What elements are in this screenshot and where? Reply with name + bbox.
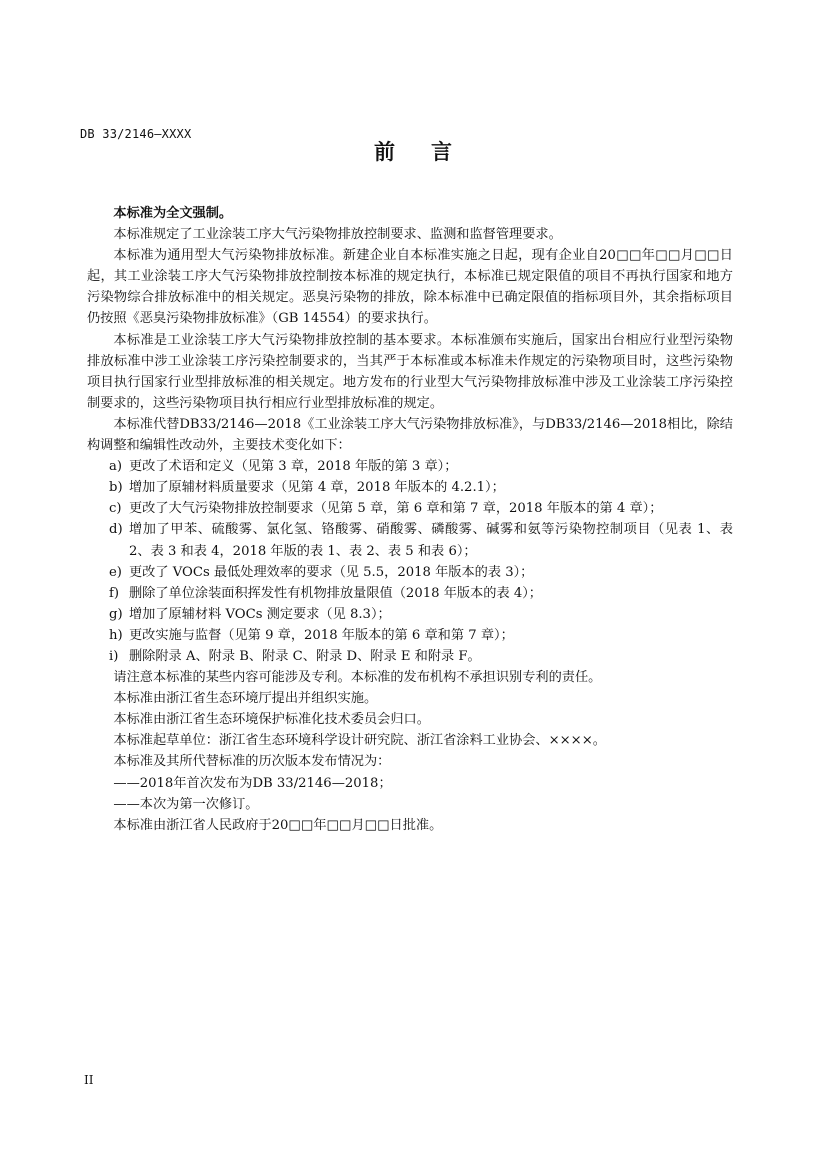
list-marker: g) bbox=[109, 606, 123, 622]
list-item-text: 更改了术语和定义（见第 3 章，2018 年版的第 3 章）； bbox=[129, 459, 458, 475]
list-item-text: 删除了单位涂装面积挥发性有机物排放量限值（2018 年版本的表 4）； bbox=[129, 585, 542, 601]
list-item bbox=[87, 604, 733, 625]
list-item-text: 增加了原辅材料质量要求（见第 4 章，2018 年版本的 4.2.1）； bbox=[129, 480, 505, 496]
list-item bbox=[87, 477, 733, 498]
proposer-statement: 本标准由浙江省生态环境厅提出并组织实施。 bbox=[113, 691, 378, 707]
list-item-text: 增加了原辅材料 VOCs 测定要求（见 8.3）； bbox=[129, 606, 391, 622]
drafting-units: 本标准起草单位：浙江省生态环境科学设计研究院、浙江省涂料工业协会、××××。 bbox=[113, 733, 606, 749]
paragraph-scope: 本标准规定了工业涂装工序大气污染物排放控制要求、监测和监督管理要求。 bbox=[113, 227, 562, 243]
version-history-item: ——2018年首次发布为DB 33/2146—2018； bbox=[113, 775, 392, 791]
version-history-item: ——本次为第一次修订。 bbox=[113, 796, 259, 812]
title-char-2: 言 bbox=[431, 139, 452, 164]
technical-changes-list bbox=[87, 456, 733, 667]
paragraph-basic-requirement: 本标准是工业涂装工序大气污染物排放控制的基本要求。本标准颁布实施后，国家出台相应行业型污染物排放标准中涉工业涂装工序污染控制要求的，当其严于本标准或本标准未作规定的污染物项目时，这些污染物项目执行国家行业型排放标准的相关规定。地方发布的行业型大气污染物排放标准中涉及工业涂装工序污染控制要求的，这些污染物项目执行相应行业型排放标准的规定。 bbox=[87, 332, 733, 411]
list-marker: i) bbox=[109, 648, 119, 664]
list-item bbox=[87, 562, 733, 583]
list-item-text: 更改了大气污染物排放控制要求（见第 5 章，第 6 章和第 7 章，2018 年版本的第 4 章）； bbox=[129, 501, 663, 517]
mandatory-statement: 本标准为全文强制。 bbox=[113, 206, 233, 221]
list-item-text: 增加了甲苯、硫酸雾、氯化氢、铬酸雾、硝酸雾、磷酸雾、碱雾和氨等污染物控制项目（见表 1、表 2、表 3 和表 4，2018 年版的表 1、表 2、表 5 和表 6）； bbox=[129, 522, 733, 559]
version-history-intro: 本标准及其所代替标准的历次版本发布情况为： bbox=[113, 754, 391, 770]
list-marker: e) bbox=[109, 564, 122, 580]
page-number: II bbox=[84, 1073, 94, 1087]
list-item bbox=[87, 519, 733, 561]
title-char-1: 前 bbox=[374, 139, 395, 164]
list-item bbox=[87, 646, 733, 667]
list-marker: f) bbox=[109, 585, 120, 601]
list-item bbox=[87, 583, 733, 604]
list-item-text: 删除附录 A、附录 B、附录 C、附录 D、附录 E 和附录 F。 bbox=[129, 648, 481, 664]
list-marker: h) bbox=[109, 627, 123, 643]
list-marker: b) bbox=[109, 480, 123, 496]
page-title bbox=[0, 136, 826, 166]
paragraph-applicability: 本标准为通用型大气污染物排放标准。新建企业自本标准实施之日起，现有企业自20□□年□□月□□日起，其工业涂装工序大气污染物排放控制按本标准的规定执行，本标准已规定限值的项目不再执行国家和地方污染物综合排放标准中的相关规定。恶臭污染物的排放，除本标准中已确定限值的指标项目外，其余指标项目仍按照《恶臭污染物排放标准》（GB 14554）的要求执行。 bbox=[87, 248, 733, 327]
paragraph-replacement: 本标准代替DB33/2146—2018《工业涂装工序大气污染物排放标准》，与DB33/2146—2018相比，除结构调整和编辑性改动外，主要技术变化如下： bbox=[87, 416, 733, 454]
patent-notice: 请注意本标准的某些内容可能涉及专利。本标准的发布机构不承担识别专利的责任。 bbox=[113, 670, 602, 686]
document-code: DB 33/2146—XXXX bbox=[80, 127, 192, 141]
approval-statement: 本标准由浙江省人民政府于20□□年□□月□□日批准。 bbox=[113, 817, 443, 833]
list-marker: a) bbox=[109, 459, 123, 475]
list-item bbox=[87, 456, 733, 477]
list-item bbox=[87, 625, 733, 646]
list-marker: c) bbox=[109, 501, 122, 517]
foreword-body bbox=[87, 203, 733, 836]
list-item bbox=[87, 498, 733, 519]
list-item-text: 更改了 VOCs 最低处理效率的要求（见 5.5，2018 年版本的表 3）； bbox=[129, 564, 534, 580]
list-marker: d) bbox=[109, 522, 123, 538]
centralized-by-statement: 本标准由浙江省生态环境保护标准化技术委员会归口。 bbox=[113, 712, 430, 728]
list-item-text: 更改实施与监督（见第 9 章，2018 年版本的第 6 章和第 7 章）； bbox=[129, 627, 514, 643]
